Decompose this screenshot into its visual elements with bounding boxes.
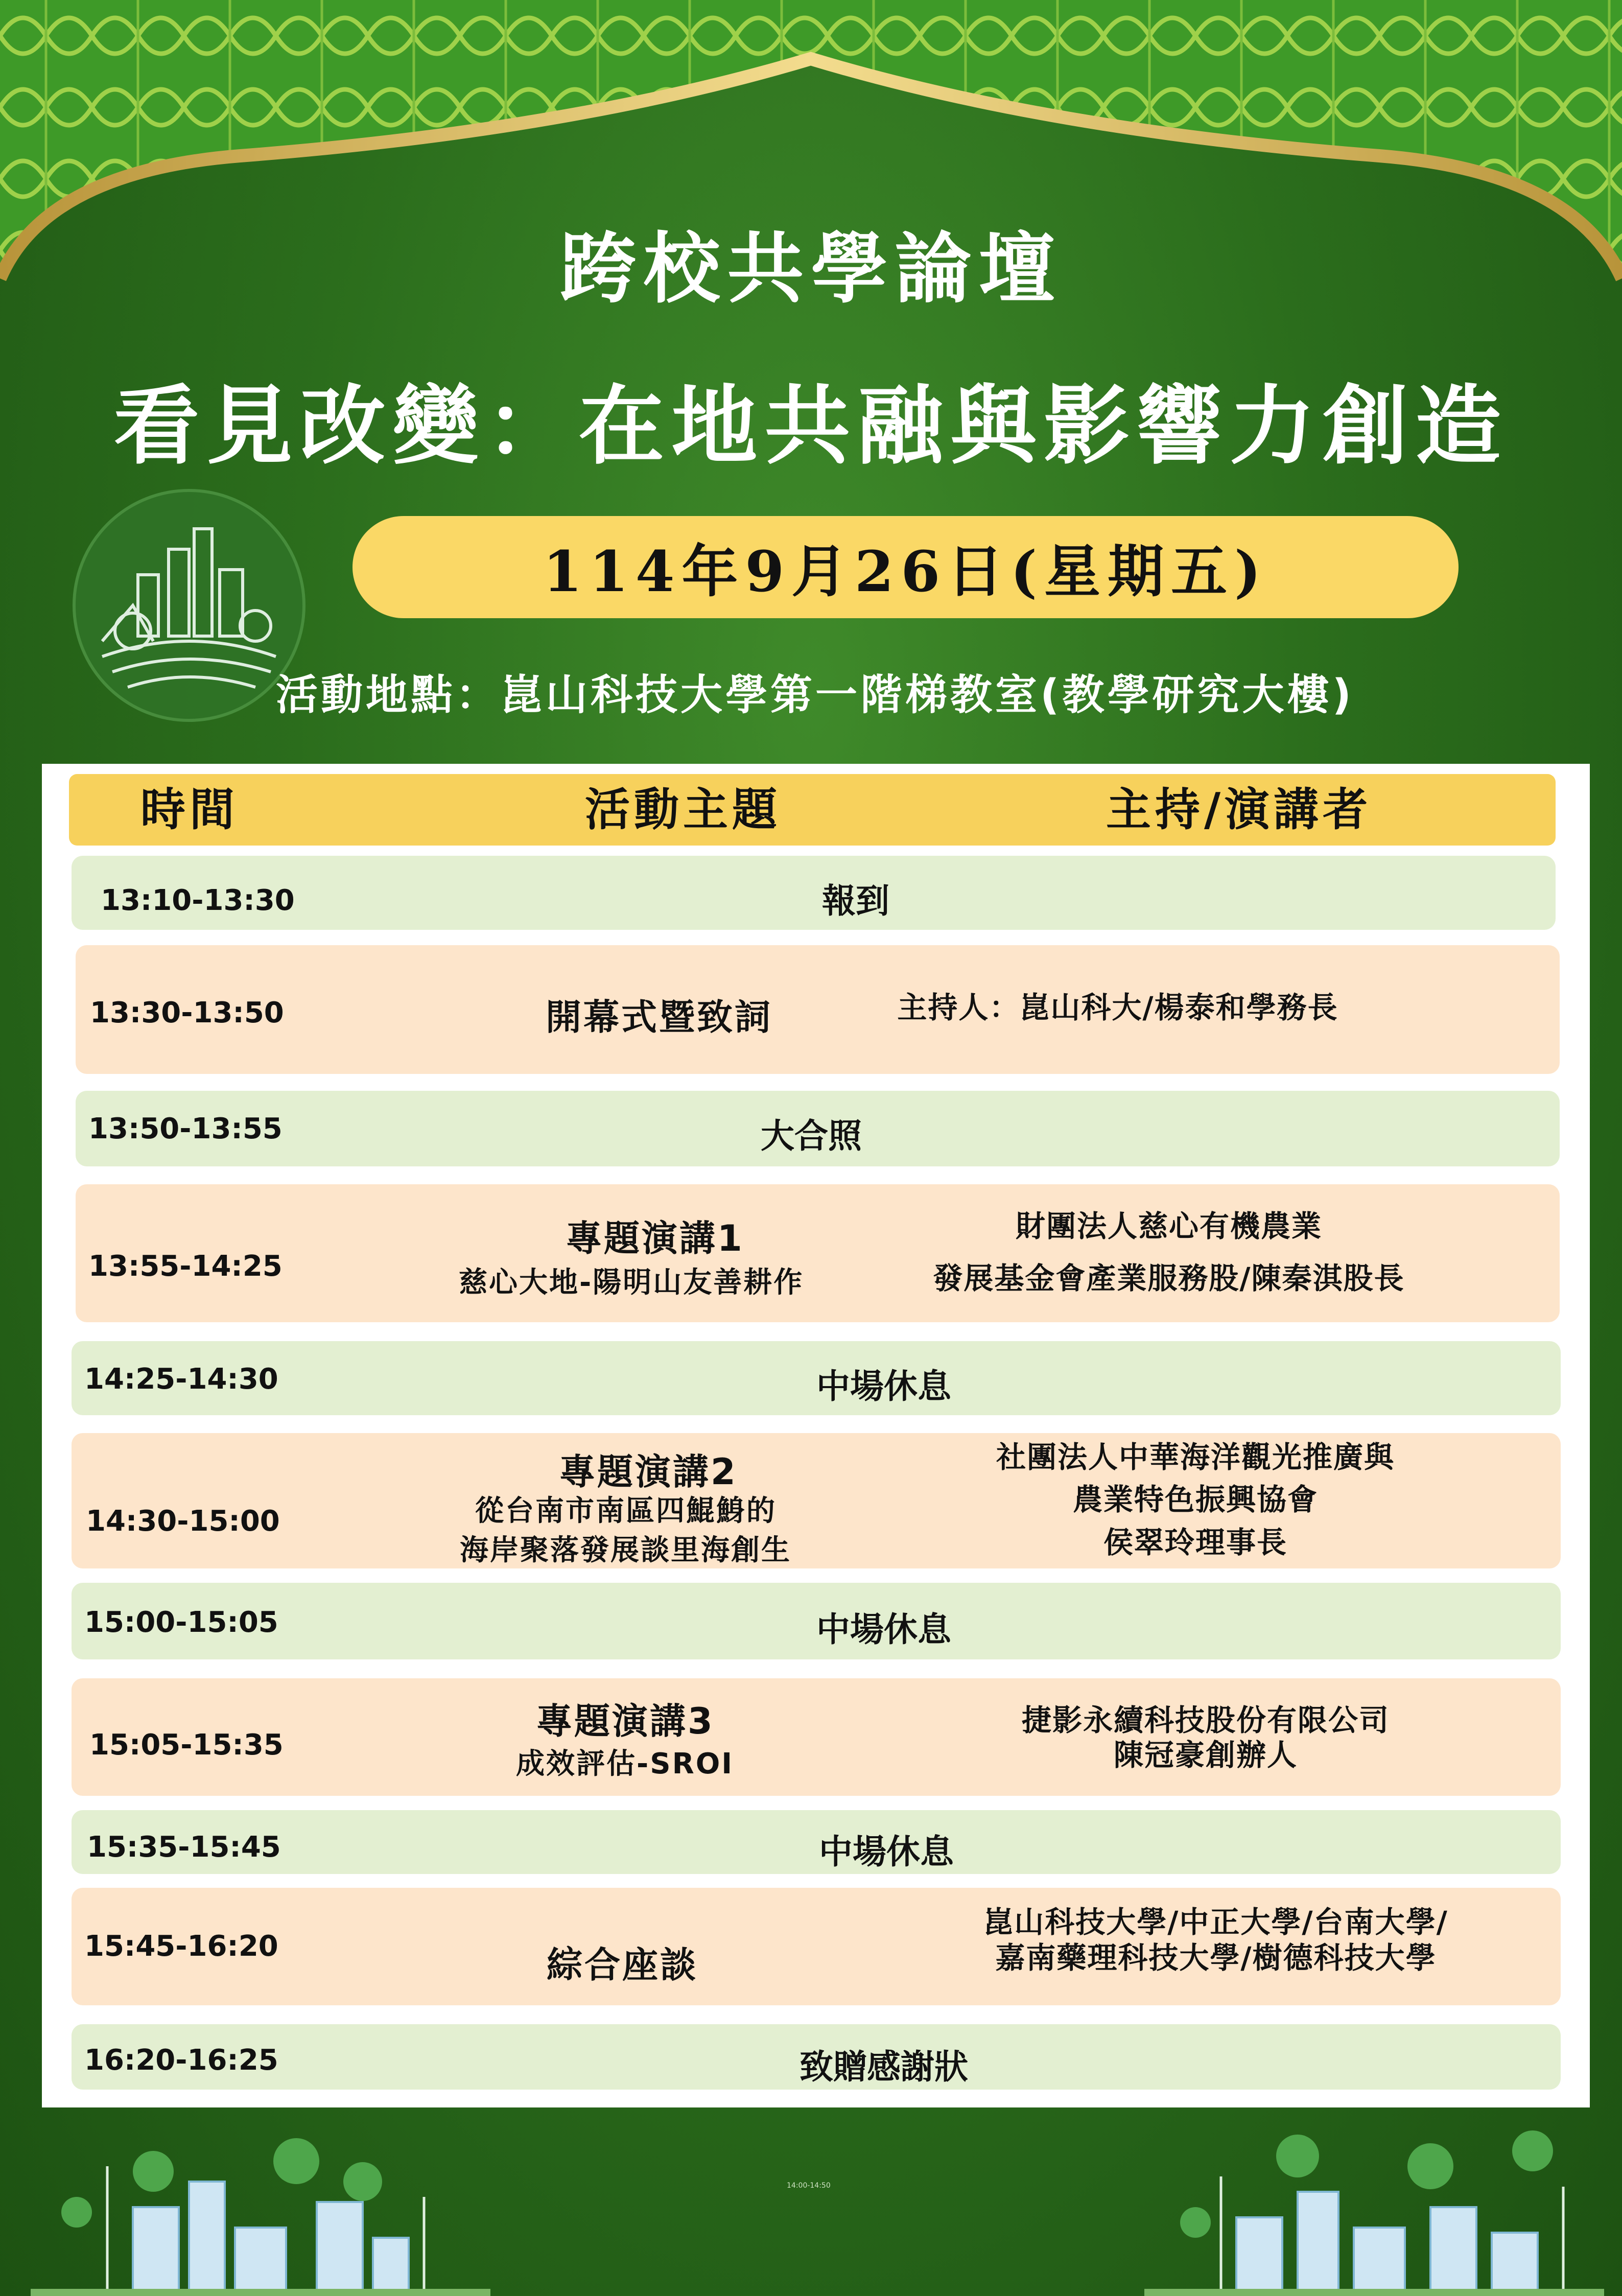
row-subtopic: 從台南市南區四鯤鯓的 [475, 1494, 777, 1528]
schedule-row [76, 1184, 1560, 1322]
row-speaker-line: 侯翠玲理事長 [1103, 1525, 1287, 1560]
row-speaker-line: 社團法人中華海洋觀光推廣與 [996, 1440, 1395, 1474]
row-subtopic: 海岸聚落發展談里海創生 [460, 1534, 791, 1567]
row-time: 15:05-15:35 [89, 1728, 284, 1762]
row-time: 13:30-13:50 [90, 996, 284, 1029]
row-speaker: 主持人：崑山科大/楊泰和學務長 [897, 990, 1338, 1025]
forum-subtitle: 看見改變：在地共融與影響力創造 [113, 376, 1509, 476]
row-time: 13:10-13:30 [101, 884, 295, 917]
schedule-row [72, 1341, 1561, 1415]
row-subtopic: 成效評估-SROI [516, 1747, 734, 1780]
column-header-time: 時間 [140, 783, 239, 836]
schedule-row [72, 1583, 1561, 1659]
row-topic: 專題演講1 [566, 1217, 744, 1259]
forum-title: 跨校共學論壇 [559, 225, 1063, 314]
row-time: 13:55-14:25 [88, 1250, 283, 1283]
row-time: 14:30-15:00 [86, 1505, 280, 1538]
schedule-row [72, 1678, 1561, 1796]
column-header-speaker: 主持/演講者 [1106, 783, 1372, 836]
column-header-topic: 活動主題 [585, 783, 782, 836]
row-topic: 專題演講3 [536, 1700, 715, 1742]
city-illustration-right-icon [1144, 2105, 1604, 2296]
city-illustration-left-icon [31, 2105, 490, 2296]
schedule-row [72, 1810, 1561, 1874]
row-time: 13:50-13:55 [88, 1112, 283, 1145]
row-activity: 中場休息 [816, 1610, 951, 1649]
row-speaker-line: 發展基金會產業服務股/陳秦淇股長 [933, 1261, 1405, 1296]
schedule-row [72, 856, 1556, 930]
schedule-row [76, 1091, 1560, 1166]
row-speaker-line: 崑山科技大學/中正大學/台南大學/ [983, 1905, 1448, 1939]
footnote-text: 14:00-14:50 [787, 2182, 831, 2190]
row-time: 16:20-16:25 [84, 2044, 278, 2077]
schedule-row [72, 2024, 1561, 2090]
schedule-row [72, 1888, 1561, 2005]
row-activity: 中場休息 [816, 1367, 951, 1406]
row-time: 15:00-15:05 [84, 1606, 278, 1639]
row-activity: 報到 [822, 881, 889, 921]
schedule-row [76, 945, 1560, 1074]
row-speaker-line: 財團法人慈心有機農業 [1015, 1209, 1322, 1244]
event-venue: 活動地點：崑山科技大學第一階梯教室(教學研究大樓) [276, 671, 1354, 719]
row-speaker-line: 陳冠豪創辦人 [1113, 1738, 1298, 1772]
row-subtopic: 慈心大地-陽明山友善耕作 [459, 1266, 804, 1299]
row-time: 15:45-16:20 [84, 1930, 278, 1963]
row-speaker-line: 農業特色振興協會 [1072, 1482, 1318, 1517]
row-activity: 中場休息 [819, 1832, 954, 1871]
row-topic: 開幕式暨致詞 [546, 996, 772, 1038]
row-speaker-line: 捷影永續科技股份有限公司 [1021, 1703, 1390, 1738]
row-time: 14:25-14:30 [84, 1363, 278, 1396]
row-topic: 專題演講2 [559, 1451, 738, 1493]
event-date: 114年9月26日(星期五) [543, 538, 1268, 604]
row-time: 15:35-15:45 [87, 1831, 281, 1864]
row-speaker-line: 嘉南藥理科技大學/樹德科技大學 [995, 1940, 1437, 1975]
schedule-row [72, 1433, 1561, 1568]
city-logo-icon [72, 488, 307, 723]
event-date-pill [352, 516, 1459, 618]
row-activity: 致贈感謝狀 [800, 2047, 968, 2087]
schedule-header-row [69, 774, 1556, 846]
row-topic: 綜合座談 [547, 1944, 698, 1986]
row-activity: 大合照 [761, 1116, 862, 1156]
